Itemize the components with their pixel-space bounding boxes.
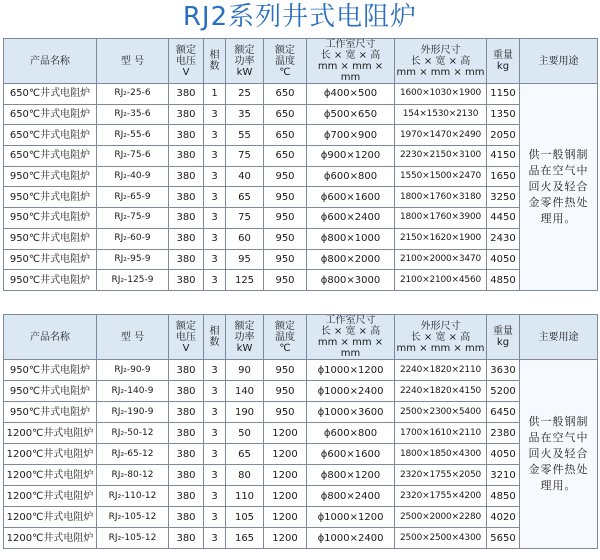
table-row <box>4 486 598 507</box>
cell-power: 90 <box>226 360 264 381</box>
cell-name: 950℃井式电阻炉 <box>4 228 97 249</box>
cell-phases: 3 <box>204 528 226 549</box>
cell-weight: 2380 <box>487 423 520 444</box>
cell-chamber-size: ϕ600×1600 <box>307 444 395 465</box>
cell-power: 80 <box>226 465 264 486</box>
cell-voltage: 380 <box>169 360 204 381</box>
cell-chamber-size: ϕ600×1600 <box>307 187 395 208</box>
cell-name: 1200℃井式电阻炉 <box>4 486 97 507</box>
cell-model: RJ₂-65-9 <box>97 187 169 208</box>
cell-power: 25 <box>226 84 264 105</box>
cell-outer-size: 1800×1850×4300 <box>395 444 487 465</box>
cell-voltage: 380 <box>169 486 204 507</box>
cell-voltage: 380 <box>169 228 204 249</box>
cell-weight: 4050 <box>487 444 520 465</box>
cell-voltage: 380 <box>169 104 204 125</box>
col-header-voltage: 额定 电压 V <box>169 315 204 360</box>
cell-power: 190 <box>226 402 264 423</box>
cell-phases: 3 <box>204 486 226 507</box>
cell-name: 1200℃井式电阻炉 <box>4 507 97 528</box>
col-header-weight: 重量 kg <box>487 315 520 360</box>
col-header-phases: 相 数 <box>204 315 226 360</box>
cell-voltage: 380 <box>169 146 204 167</box>
cell-model: RJ₂-105-12 <box>97 528 169 549</box>
cell-model: RJ₂-140-9 <box>97 381 169 402</box>
table-row <box>4 249 598 270</box>
cell-temperature: 650 <box>264 84 307 105</box>
table-row <box>4 270 598 291</box>
table-row <box>4 528 598 549</box>
cell-chamber-size: ϕ600×2400 <box>307 208 395 229</box>
cell-name: 1200℃井式电阻炉 <box>4 528 97 549</box>
col-header-voltage: 额定 电压 V <box>169 39 204 84</box>
cell-outer-size: 1800×1760×3900 <box>395 208 487 229</box>
cell-phases: 3 <box>204 360 226 381</box>
cell-outer-size: 1970×1470×2490 <box>395 125 487 146</box>
cell-temperature: 950 <box>264 228 307 249</box>
cell-power: 50 <box>226 423 264 444</box>
cell-weight: 1350 <box>487 104 520 125</box>
col-header-name: 产品名称 <box>4 315 97 360</box>
cell-name: 1200℃井式电阻炉 <box>4 423 97 444</box>
cell-power: 75 <box>226 146 264 167</box>
table-row <box>4 465 598 486</box>
cell-weight: 2050 <box>487 125 520 146</box>
cell-name: 650℃井式电阻炉 <box>4 146 97 167</box>
cell-model: RJ₂-40-9 <box>97 166 169 187</box>
cell-chamber-size: ϕ800×2400 <box>307 486 395 507</box>
cell-weight: 3250 <box>487 187 520 208</box>
cell-model: RJ₂-95-9 <box>97 249 169 270</box>
table-row <box>4 228 598 249</box>
cell-voltage: 380 <box>169 270 204 291</box>
cell-outer-size: 1550×1500×2470 <box>395 166 487 187</box>
cell-name: 950℃井式电阻炉 <box>4 249 97 270</box>
col-header-model: 型 号 <box>97 39 169 84</box>
cell-weight: 5650 <box>487 528 520 549</box>
cell-power: 55 <box>226 125 264 146</box>
cell-voltage: 380 <box>169 381 204 402</box>
cell-temperature: 950 <box>264 270 307 291</box>
cell-outer-size: 1700×1610×2110 <box>395 423 487 444</box>
col-header-outer: 外形尺寸 长 × 宽 × 高 mm × mm × mm <box>395 39 487 84</box>
cell-name: 950℃井式电阻炉 <box>4 402 97 423</box>
cell-power: 35 <box>226 104 264 125</box>
cell-phases: 3 <box>204 208 226 229</box>
col-header-usage: 主要用途 <box>520 39 598 84</box>
cell-phases: 3 <box>204 104 226 125</box>
cell-temperature: 1200 <box>264 423 307 444</box>
cell-chamber-size: ϕ900×1200 <box>307 146 395 167</box>
cell-outer-size: 2100×2100×4560 <box>395 270 487 291</box>
cell-temperature: 1200 <box>264 444 307 465</box>
cell-model: RJ₂-25-6 <box>97 84 169 105</box>
cell-phases: 3 <box>204 444 226 465</box>
cell-weight: 4020 <box>487 507 520 528</box>
table-row <box>4 125 598 146</box>
cell-model: RJ₂-50-12 <box>97 423 169 444</box>
cell-weight: 4850 <box>487 486 520 507</box>
cell-name: 950℃井式电阻炉 <box>4 270 97 291</box>
cell-temperature: 950 <box>264 360 307 381</box>
spec-table-1 <box>3 38 598 291</box>
cell-temperature: 650 <box>264 104 307 125</box>
cell-weight: 3630 <box>487 360 520 381</box>
cell-voltage: 380 <box>169 444 204 465</box>
cell-voltage: 380 <box>169 249 204 270</box>
cell-temperature: 1200 <box>264 528 307 549</box>
cell-power: 60 <box>226 228 264 249</box>
table-row <box>4 444 598 465</box>
cell-usage: 供一般钢制品在空气中回火及轻合金零件热处理用。 <box>520 84 598 291</box>
cell-outer-size: 2500×2500×4300 <box>395 528 487 549</box>
page-title: RJ2系列井式电阻炉 <box>182 2 418 32</box>
col-header-name: 产品名称 <box>4 39 97 84</box>
cell-weight: 6450 <box>487 402 520 423</box>
col-header-temperature: 额定 温度 ℃ <box>264 39 307 84</box>
cell-outer-size: 1800×1760×3180 <box>395 187 487 208</box>
cell-power: 40 <box>226 166 264 187</box>
spec-table-2 <box>3 314 598 549</box>
col-header-temperature: 额定 温度 ℃ <box>264 315 307 360</box>
table-row <box>4 166 598 187</box>
col-header-phases: 相 数 <box>204 39 226 84</box>
table-body-2 <box>4 360 598 549</box>
col-header-model: 型 号 <box>97 315 169 360</box>
cell-phases: 3 <box>204 228 226 249</box>
table-row <box>4 360 598 381</box>
cell-chamber-size: ϕ800×3000 <box>307 270 395 291</box>
cell-temperature: 1200 <box>264 486 307 507</box>
cell-model: RJ₂-65-12 <box>97 444 169 465</box>
cell-power: 165 <box>226 528 264 549</box>
cell-voltage: 380 <box>169 166 204 187</box>
col-header-chamber: 工作室尺寸 长 × 宽 × 高 mm × mm × mm <box>307 315 395 360</box>
cell-outer-size: 154×1530×2130 <box>395 104 487 125</box>
cell-phases: 3 <box>204 402 226 423</box>
cell-chamber-size: ϕ800×1000 <box>307 228 395 249</box>
cell-temperature: 650 <box>264 125 307 146</box>
cell-phases: 3 <box>204 166 226 187</box>
cell-voltage: 380 <box>169 402 204 423</box>
cell-outer-size: 2500×2300×5400 <box>395 402 487 423</box>
cell-power: 105 <box>226 507 264 528</box>
col-header-outer: 外形尺寸 长 × 宽 × 高 mm × mm × mm <box>395 315 487 360</box>
cell-weight: 5200 <box>487 381 520 402</box>
table-row <box>4 507 598 528</box>
cell-chamber-size: ϕ1000×1200 <box>307 507 395 528</box>
cell-voltage: 380 <box>169 528 204 549</box>
cell-weight: 1150 <box>487 84 520 105</box>
cell-phases: 3 <box>204 507 226 528</box>
cell-phases: 3 <box>204 187 226 208</box>
cell-power: 65 <box>226 444 264 465</box>
cell-voltage: 380 <box>169 465 204 486</box>
cell-temperature: 950 <box>264 208 307 229</box>
col-header-chamber: 工作室尺寸 长 × 宽 × 高 mm × mm × mm <box>307 39 395 84</box>
cell-chamber-size: ϕ1000×3600 <box>307 402 395 423</box>
cell-outer-size: 2100×2000×3470 <box>395 249 487 270</box>
cell-chamber-size: ϕ600×800 <box>307 423 395 444</box>
cell-power: 110 <box>226 486 264 507</box>
cell-weight: 4150 <box>487 146 520 167</box>
cell-power: 125 <box>226 270 264 291</box>
table-row <box>4 104 598 125</box>
cell-outer-size: 2240×1820×2110 <box>395 360 487 381</box>
cell-weight: 4050 <box>487 249 520 270</box>
cell-name: 650℃井式电阻炉 <box>4 104 97 125</box>
table-row <box>4 402 598 423</box>
col-header-usage: 主要用途 <box>520 315 598 360</box>
cell-name: 950℃井式电阻炉 <box>4 208 97 229</box>
cell-power: 140 <box>226 381 264 402</box>
cell-voltage: 380 <box>169 187 204 208</box>
cell-chamber-size: ϕ800×1200 <box>307 465 395 486</box>
cell-model: RJ₂-90-9 <box>97 360 169 381</box>
cell-chamber-size: ϕ400×500 <box>307 84 395 105</box>
cell-usage: 供一般钢制品在空气中回火及轻合金零件热处理用。 <box>520 360 598 549</box>
cell-phases: 3 <box>204 270 226 291</box>
cell-temperature: 950 <box>264 402 307 423</box>
cell-power: 65 <box>226 187 264 208</box>
cell-weight: 4450 <box>487 208 520 229</box>
cell-phases: 3 <box>204 125 226 146</box>
cell-temperature: 950 <box>264 166 307 187</box>
cell-name: 950℃井式电阻炉 <box>4 381 97 402</box>
cell-voltage: 380 <box>169 125 204 146</box>
cell-chamber-size: ϕ500×650 <box>307 104 395 125</box>
cell-voltage: 380 <box>169 84 204 105</box>
cell-temperature: 950 <box>264 249 307 270</box>
table-row <box>4 208 598 229</box>
table-row <box>4 187 598 208</box>
cell-model: RJ₂-190-9 <box>97 402 169 423</box>
cell-outer-size: 2320×1755×2050 <box>395 465 487 486</box>
cell-weight: 1650 <box>487 166 520 187</box>
cell-name: 950℃井式电阻炉 <box>4 187 97 208</box>
cell-model: RJ₂-110-12 <box>97 486 169 507</box>
cell-name: 650℃井式电阻炉 <box>4 84 97 105</box>
cell-phases: 3 <box>204 423 226 444</box>
cell-phases: 1 <box>204 84 226 105</box>
cell-voltage: 380 <box>169 507 204 528</box>
cell-name: 650℃井式电阻炉 <box>4 125 97 146</box>
cell-phases: 3 <box>204 146 226 167</box>
table-row <box>4 423 598 444</box>
cell-model: RJ₂-80-12 <box>97 465 169 486</box>
table-header-row <box>4 315 598 360</box>
cell-model: RJ₂-105-12 <box>97 507 169 528</box>
cell-phases: 3 <box>204 249 226 270</box>
table-body-1 <box>4 84 598 291</box>
cell-outer-size: 2320×1755×4200 <box>395 486 487 507</box>
cell-power: 95 <box>226 249 264 270</box>
cell-outer-size: 2240×1820×4150 <box>395 381 487 402</box>
cell-chamber-size: ϕ800×2000 <box>307 249 395 270</box>
cell-name: 1200℃井式电阻炉 <box>4 444 97 465</box>
cell-temperature: 950 <box>264 381 307 402</box>
cell-model: RJ₂-55-6 <box>97 125 169 146</box>
cell-temperature: 1200 <box>264 507 307 528</box>
table-row <box>4 146 598 167</box>
cell-name: 950℃井式电阻炉 <box>4 166 97 187</box>
cell-model: RJ₂-35-6 <box>97 104 169 125</box>
cell-outer-size: 2500×2000×2280 <box>395 507 487 528</box>
cell-chamber-size: ϕ1000×2400 <box>307 528 395 549</box>
cell-chamber-size: ϕ700×900 <box>307 125 395 146</box>
cell-phases: 3 <box>204 465 226 486</box>
cell-chamber-size: ϕ600×800 <box>307 166 395 187</box>
cell-outer-size: 1600×1030×1900 <box>395 84 487 105</box>
col-header-power: 额定 功率 kW <box>226 39 264 84</box>
col-header-weight: 重量 kg <box>487 39 520 84</box>
cell-outer-size: 2150×1620×1900 <box>395 228 487 249</box>
cell-chamber-size: ϕ1000×2400 <box>307 381 395 402</box>
cell-weight: 4850 <box>487 270 520 291</box>
cell-phases: 3 <box>204 381 226 402</box>
table-row <box>4 381 598 402</box>
cell-name: 950℃井式电阻炉 <box>4 360 97 381</box>
cell-model: RJ₂-75-6 <box>97 146 169 167</box>
cell-temperature: 650 <box>264 146 307 167</box>
cell-chamber-size: ϕ1000×1200 <box>307 360 395 381</box>
cell-voltage: 380 <box>169 208 204 229</box>
table-header-row <box>4 39 598 84</box>
cell-temperature: 950 <box>264 187 307 208</box>
cell-weight: 2430 <box>487 228 520 249</box>
cell-model: RJ₂-125-9 <box>97 270 169 291</box>
cell-voltage: 380 <box>169 423 204 444</box>
cell-weight: 3210 <box>487 465 520 486</box>
col-header-power: 额定 功率 kW <box>226 315 264 360</box>
cell-temperature: 1200 <box>264 465 307 486</box>
cell-outer-size: 2230×2150×3100 <box>395 146 487 167</box>
cell-power: 75 <box>226 208 264 229</box>
cell-model: RJ₂-60-9 <box>97 228 169 249</box>
cell-model: RJ₂-75-9 <box>97 208 169 229</box>
cell-name: 1200℃井式电阻炉 <box>4 465 97 486</box>
table-row <box>4 84 598 105</box>
